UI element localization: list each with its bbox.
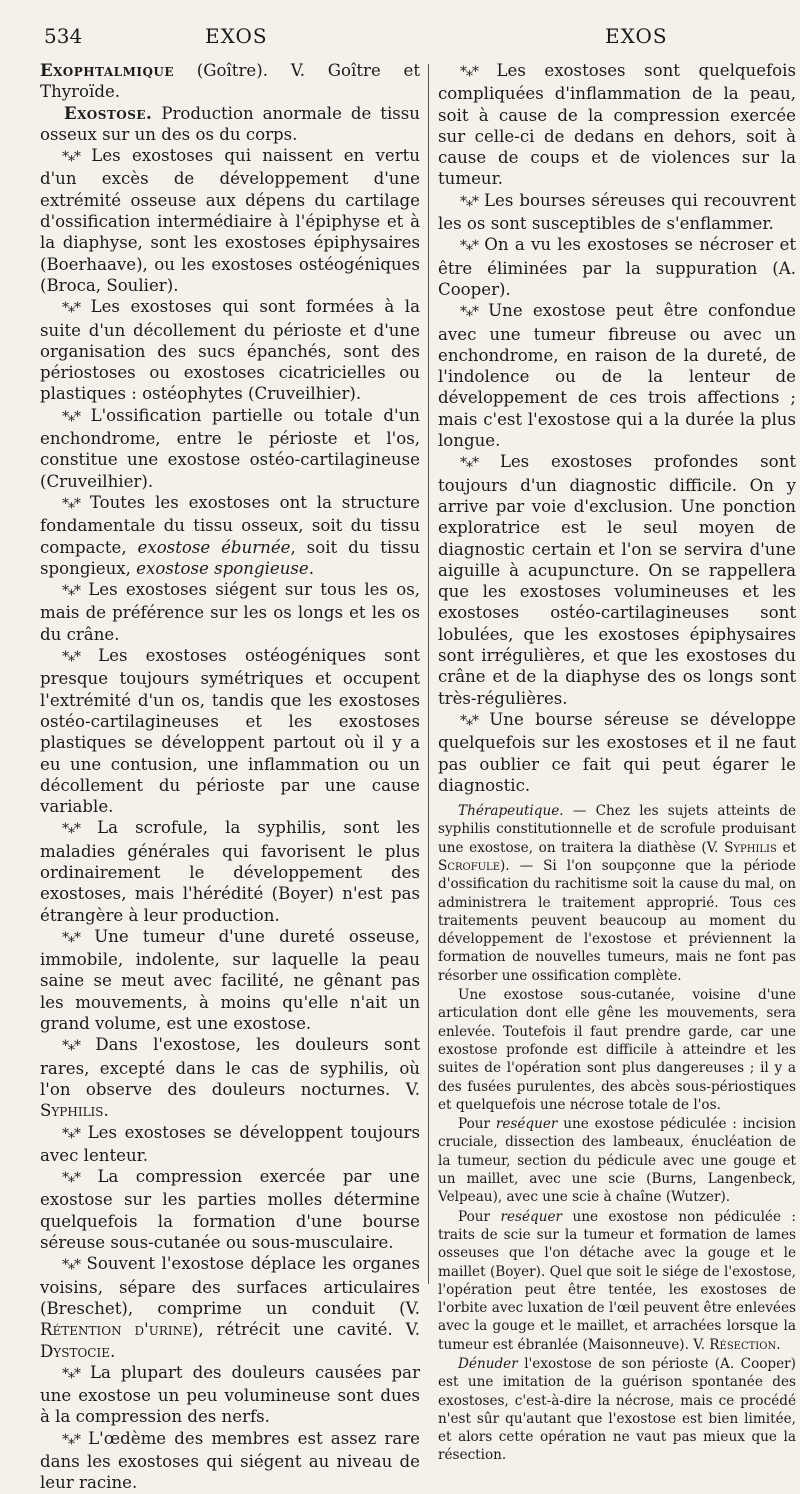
- paragraph: [40, 817, 420, 925]
- paragraph-text: Une bourse séreuse se développe quelquefois sur les exostoses et il ne faut pas oublier ce fait qui peut égarer le diagnostic.: [438, 709, 796, 795]
- paragraph: [438, 300, 796, 451]
- paragraph: [438, 190, 796, 235]
- paragraph: [40, 1362, 420, 1428]
- running-head-right: EXOS: [605, 24, 668, 48]
- paragraph-text: L'œdème des membres est assez rare dans les exostoses qui siégent au niveau de leur racine.: [40, 1428, 420, 1493]
- entry-text: (Goître). V. Goître et Thyroïde.: [40, 61, 420, 102]
- paragraph-text: Pour: [458, 1208, 491, 1225]
- paragraph-text: — Chez les sujets atteints de syphilis constitutionnelle et de scrofule produisant une exostose, on traitera la diathèse (V.: [438, 803, 796, 856]
- paragraph: [438, 986, 796, 1114]
- paragraph-text: La compression exercée par une exostose sur les parties molles détermine quelquefois la formation d'une bourse séreuse sous-cutanée ou sous-musculaire.: [40, 1167, 420, 1253]
- italic-term: reséquer: [500, 1208, 563, 1225]
- paragraph-text: Souvent l'exostose déplace les organes voisins, sépare des surfaces articulaires (Breschet), comprime un conduit (V.: [40, 1254, 420, 1318]
- cross-reference: Syphilis: [724, 839, 777, 856]
- paragraph-text: Les exostoses sont quelquefois compliquées d'inflammation de la peau, soit à cause de la compression exercée sur celle-ci de dedans en dehors, soit à cause de coups et de violences sur la tumeur.: [438, 61, 796, 189]
- italic-term: exostose éburnée: [137, 537, 291, 557]
- paragraph-text: l'exostose de son périoste (A. Cooper) est une imitation de la guérison spontanée des exostoses, c'est-à-dire la nécrose, mais ce procédé n'est sûr qu'autant que l'exostose est bien limitée, et alors cette opération ne vaut pas mieux que la résection.: [438, 1356, 796, 1464]
- paragraph-text: Les exostoses se développent toujours avec lenteur.: [40, 1122, 420, 1165]
- paragraph: [40, 1428, 420, 1494]
- paragraph: [438, 234, 796, 300]
- therapeutique-paragraph: [438, 802, 796, 985]
- cross-reference: Dystocie.: [40, 1341, 116, 1361]
- asterism: *⁎*: [460, 64, 478, 80]
- asterism: *⁎*: [62, 649, 80, 666]
- paragraph-text: ). — Si l'on soupçonne que la période d'ossification du rachitisme soit la cause du mal, on administrera le traitement approprié. Tous ces traitements peuvent beaucoup au moment du développement de l'exostose et préviennent la formation de nouvelles tumeurs, mais ne font pas résorber une ossification complète.: [438, 857, 796, 984]
- paragraph: [40, 926, 420, 1034]
- headword: Exostose.: [64, 102, 153, 123]
- paragraph-text: Les exostoses qui sont formées à la suite d'un décollement du périoste et d'une organisation des sucs épanchés, sont des périostoses ou exostoses cicatricielles ou plastiques : ostéophytes (Cruveilhier).: [40, 297, 420, 404]
- paragraph: [40, 492, 420, 579]
- entry-exophtalmique: [40, 60, 420, 103]
- paragraph: [40, 1253, 420, 1361]
- asterism: *⁎*: [62, 1170, 80, 1187]
- asterism: *⁎*: [460, 193, 478, 210]
- paragraph: [40, 1122, 420, 1167]
- asterism: *⁎*: [62, 821, 80, 838]
- paragraph: [438, 1115, 796, 1206]
- asterism: *⁎*: [62, 300, 80, 317]
- headword: Exophtalmique: [40, 60, 175, 80]
- paragraph-text: .: [308, 558, 314, 578]
- asterism: *⁎*: [62, 1125, 80, 1142]
- asterism: *⁎*: [62, 1257, 80, 1274]
- paragraph-text: L'ossification partielle ou totale d'un enchondrome, entre le périoste et l'os, constitue une exostose ostéo-cartilagineuse (Cruveilhier).: [40, 405, 420, 491]
- paragraph: [40, 1166, 420, 1253]
- page-number: 534: [44, 24, 83, 48]
- asterism: *⁎*: [62, 929, 80, 946]
- asterism: *⁎*: [62, 1431, 80, 1448]
- left-column: [40, 60, 421, 1493]
- asterism: *⁎*: [62, 408, 80, 425]
- asterism: *⁎*: [460, 304, 478, 321]
- paragraph-text: une exostose pédiculée : incision cruciale, dissection des lambeaux, énucléation de la tumeur, section du pédicule avec une gouge et un maillet, avec une scie (Burns, Langenbeck, Velpeau), avec une scie à chaîne (Wutzer).: [438, 1116, 796, 1206]
- section-label: Thérapeutique.: [458, 803, 564, 820]
- paragraph: [438, 60, 796, 190]
- paragraph: [40, 145, 420, 296]
- cross-reference: Syphilis.: [40, 1101, 109, 1121]
- paragraph: [40, 1034, 420, 1121]
- paragraph-text: Toutes les exostoses ont la structure fondamentale du tissu osseux, soit du tissu compacte,: [40, 492, 420, 557]
- paragraph-text: La scrofule, la syphilis, sont les maladies générales qui favorisent le plus ordinairement le développement des exostoses, mais l'hérédité (Boyer) n'est pas étrangère à leur production.: [40, 818, 420, 925]
- running-head: [0, 18, 800, 58]
- paragraph-text: Une exostose sous-cutanée, voisine d'une articulation dont elle gêne les mouvements, sera enlevée. Toutefois il faut prendre garde, car une exostose profonde est difficile à atteindre et les suites de l'opération sont plus dangereuses ; il y a des fusées purulentes, des abcès sous-périostiques et quelquefois une nécrose totale de l'os.: [438, 987, 796, 1113]
- entry-text: Production anormale de tissu osseux sur un des os du corps.: [40, 103, 420, 144]
- paragraph-text: et: [782, 839, 796, 856]
- paragraph-text: On a vu les exostoses se nécroser et être éliminées par la suppuration (A. Cooper).: [438, 235, 796, 299]
- cross-reference: Rétention d'urine: [40, 1320, 192, 1340]
- entry-exostose: [40, 103, 420, 146]
- paragraph-text: Une exostose peut être confondue avec une tumeur fibreuse ou avec un enchondrome, en raison de la dureté, de l'indolence ou de la lenteur de développement de ces trois affections ; mais c'est l'exostose qui a la durée la plus longue.: [438, 301, 796, 451]
- asterism: *⁎*: [460, 455, 478, 472]
- paragraph-text: ), rétrécit une cavité. V.: [191, 1320, 420, 1340]
- paragraph: [438, 1355, 796, 1465]
- asterism: *⁎*: [62, 495, 80, 512]
- paragraph-text: Les bourses séreuses qui recouvrent les os sont susceptibles de s'enflammer.: [438, 190, 796, 234]
- asterism: *⁎*: [460, 712, 478, 729]
- paragraph-text: Pour: [458, 1116, 491, 1133]
- asterism: *⁎*: [62, 583, 80, 600]
- paragraph-text: , soit du tissu spongieux,: [40, 537, 420, 578]
- paragraph-text: Les exostoses profondes sont toujours d'un diagnostic difficile. On y arrive par voie d'exclusion. Une ponction exploratrice est le seul moyen de diagnostic certain et l'on se servira d'une aiguille à acupuncture. On se rappellera que les exostoses volumineuses et les exostoses ostéo-cartilagineuses sont lobulées, que les exostoses épiphysaires sont irrégulières, et que les exostoses du crâne et de la diaphyse des os longs sont très-régulières.: [438, 452, 797, 708]
- paragraph-text: Les exostoses qui naissent en vertu d'un excès de développement d'une extrémité osseuse aux dépens du cartilage d'ossification intermédiaire à l'épiphyse et à la diaphyse, sont les exostoses épiphysaires (Boerhaave), ou les exostoses ostéogéniques (Broca, Soulier).: [40, 146, 420, 295]
- paragraph-text: Dans l'exostose, les douleurs sont rares, excepté dans le cas de syphilis, où l'on observe des douleurs nocturnes. V.: [40, 1035, 420, 1099]
- running-head-left: EXOS: [205, 24, 268, 48]
- asterism: *⁎*: [62, 149, 80, 166]
- paragraph: [438, 451, 796, 709]
- paragraph-text: Les exostoses siégent sur tous les os, mais de préférence sur les os longs et les os du crâne.: [40, 580, 420, 644]
- right-column: [438, 60, 797, 1464]
- italic-term: Dénuder: [458, 1356, 518, 1372]
- cross-reference: Résection.: [709, 1336, 781, 1353]
- column-divider: [428, 64, 429, 1284]
- paragraph: [438, 709, 796, 796]
- paragraph: [40, 296, 420, 404]
- asterism: *⁎*: [62, 1365, 80, 1382]
- paragraph: [40, 645, 420, 817]
- italic-term: reséquer: [495, 1116, 558, 1133]
- italic-term: exostose spongieuse: [136, 558, 309, 578]
- paragraph-text: La plupart des douleurs causées par une exostose un peu volumineuse sont dues à la compression des nerfs.: [40, 1362, 421, 1427]
- paragraph-text: Les exostoses ostéogéniques sont presque toujours symétriques et occupent l'extrémité d'un os, tandis que les exostoses ostéo-cartilagineuses et les exostoses plastiques se développent partout où il y a eu une contusion, une inflammation ou un décollement du périoste par une cause variable.: [40, 646, 420, 817]
- asterism: *⁎*: [62, 1038, 80, 1055]
- paragraph-text: une exostose non pédiculée : traits de scie sur la tumeur et formation de lames osseuses que l'on détache avec la gouge et le maillet (Boyer). Quel que soit le siége de l'exostose, l'opération peut être tentée, les exostoses de l'orbite avec luxation de l'œil peuvent être enlevées avec la gouge et le maillet, et arrachées lorsque la tumeur est ébranlée (Maisonneuve). V.: [438, 1208, 796, 1353]
- asterism: *⁎*: [460, 238, 478, 255]
- cross-reference: Scrofule: [438, 857, 500, 874]
- paragraph: [438, 1208, 796, 1354]
- paragraph-text: Une tumeur d'une dureté osseuse, immobile, indolente, sur laquelle la peau saine se meut avec facilité, ne gênant pas les mouvements, à moins qu'elle n'ait un grand volume, est une exostose.: [40, 926, 420, 1034]
- paragraph: [40, 405, 420, 492]
- paragraph: [40, 579, 420, 645]
